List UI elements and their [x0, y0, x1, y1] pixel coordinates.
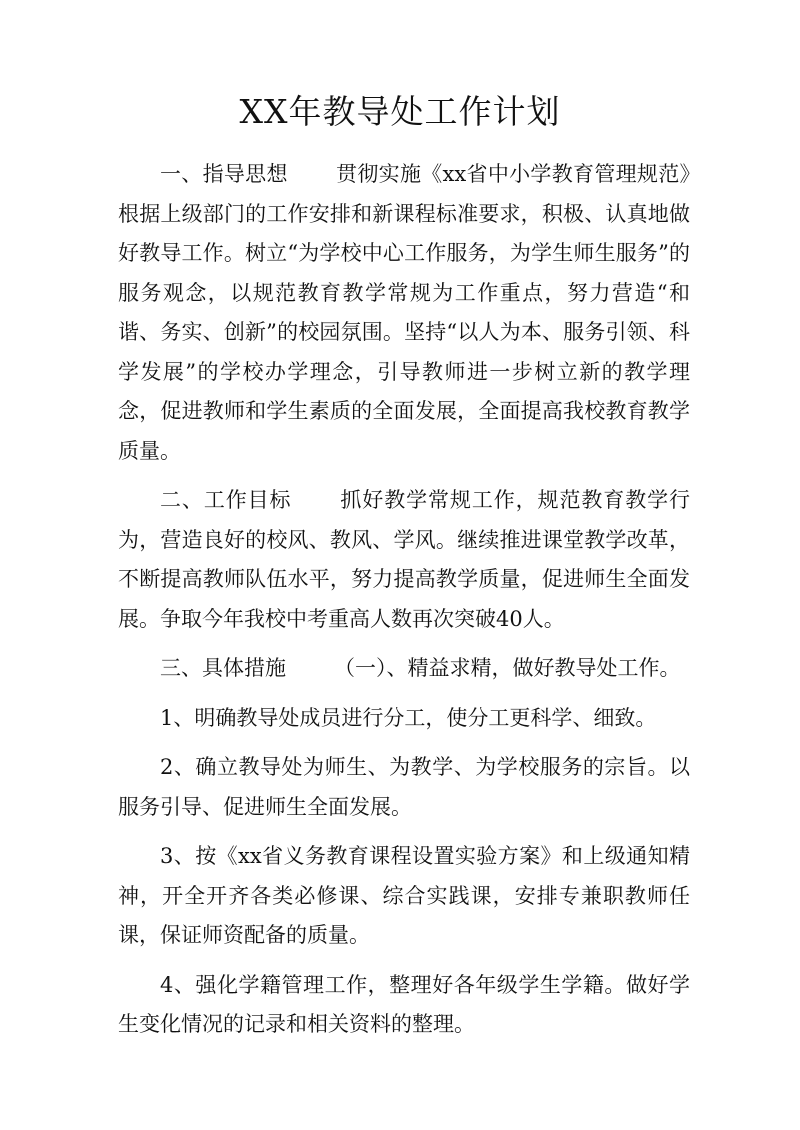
section-heading: 三、具体措施	[160, 656, 286, 680]
section-text: 贯彻实施《xx省中小学教育管理规范》根据上级部门的工作安排和新课程标准要求，积极、认真地做好教导工作。树立“为学校中心工作服务，为学生师生服务”的服务观念，以规范教育教学常规为工作重点，努力营造“和谐、务实、创新”的校园氛围。坚持“以人为本、服务引领、科学发展”的学校办学理念，引导教师进一步树立新的教学理念，促进教师和学生素质的全面发展，全面提高我校教育教学质量。	[118, 162, 691, 463]
document-body	[118, 155, 690, 1055]
section-guiding-thought	[118, 155, 690, 471]
list-item: 3、按《xx省义务教育课程设置实验方案》和上级通知精神，开全开齐各类必修课、综合实践课，安排专兼职教师任课，保证师资配备的质量。	[118, 844, 690, 947]
section-measures	[118, 649, 690, 689]
document-title: XX年教导处工作计划	[239, 92, 561, 131]
list-item: 1、明确教导处成员进行分工，使分工更科学、细致。	[160, 705, 657, 730]
list-item: 4、强化学籍管理工作，整理好各年级学生学籍。做好学生变化情况的记录和相关资料的整理。	[118, 972, 690, 1036]
section-work-goals	[118, 481, 690, 639]
section-heading: 一、指导思想	[160, 162, 288, 186]
section-text: （一）、精益求精，做好教导处工作。	[334, 656, 681, 680]
list-item: 2、确立教导处为师生、为教学、为学校服务的宗旨。以服务引导、促进师生全面发展。	[118, 755, 690, 819]
section-heading: 二、工作目标	[160, 488, 292, 512]
section-text: 抓好教学常规工作，规范教育教学行为，营造良好的校风、教风、学风。继续推进课堂教学改革，不断提高教师队伍水平，努力提高教学质量，促进师生全面发展。争取今年我校中考重高人数再次突破40人。	[118, 488, 691, 631]
